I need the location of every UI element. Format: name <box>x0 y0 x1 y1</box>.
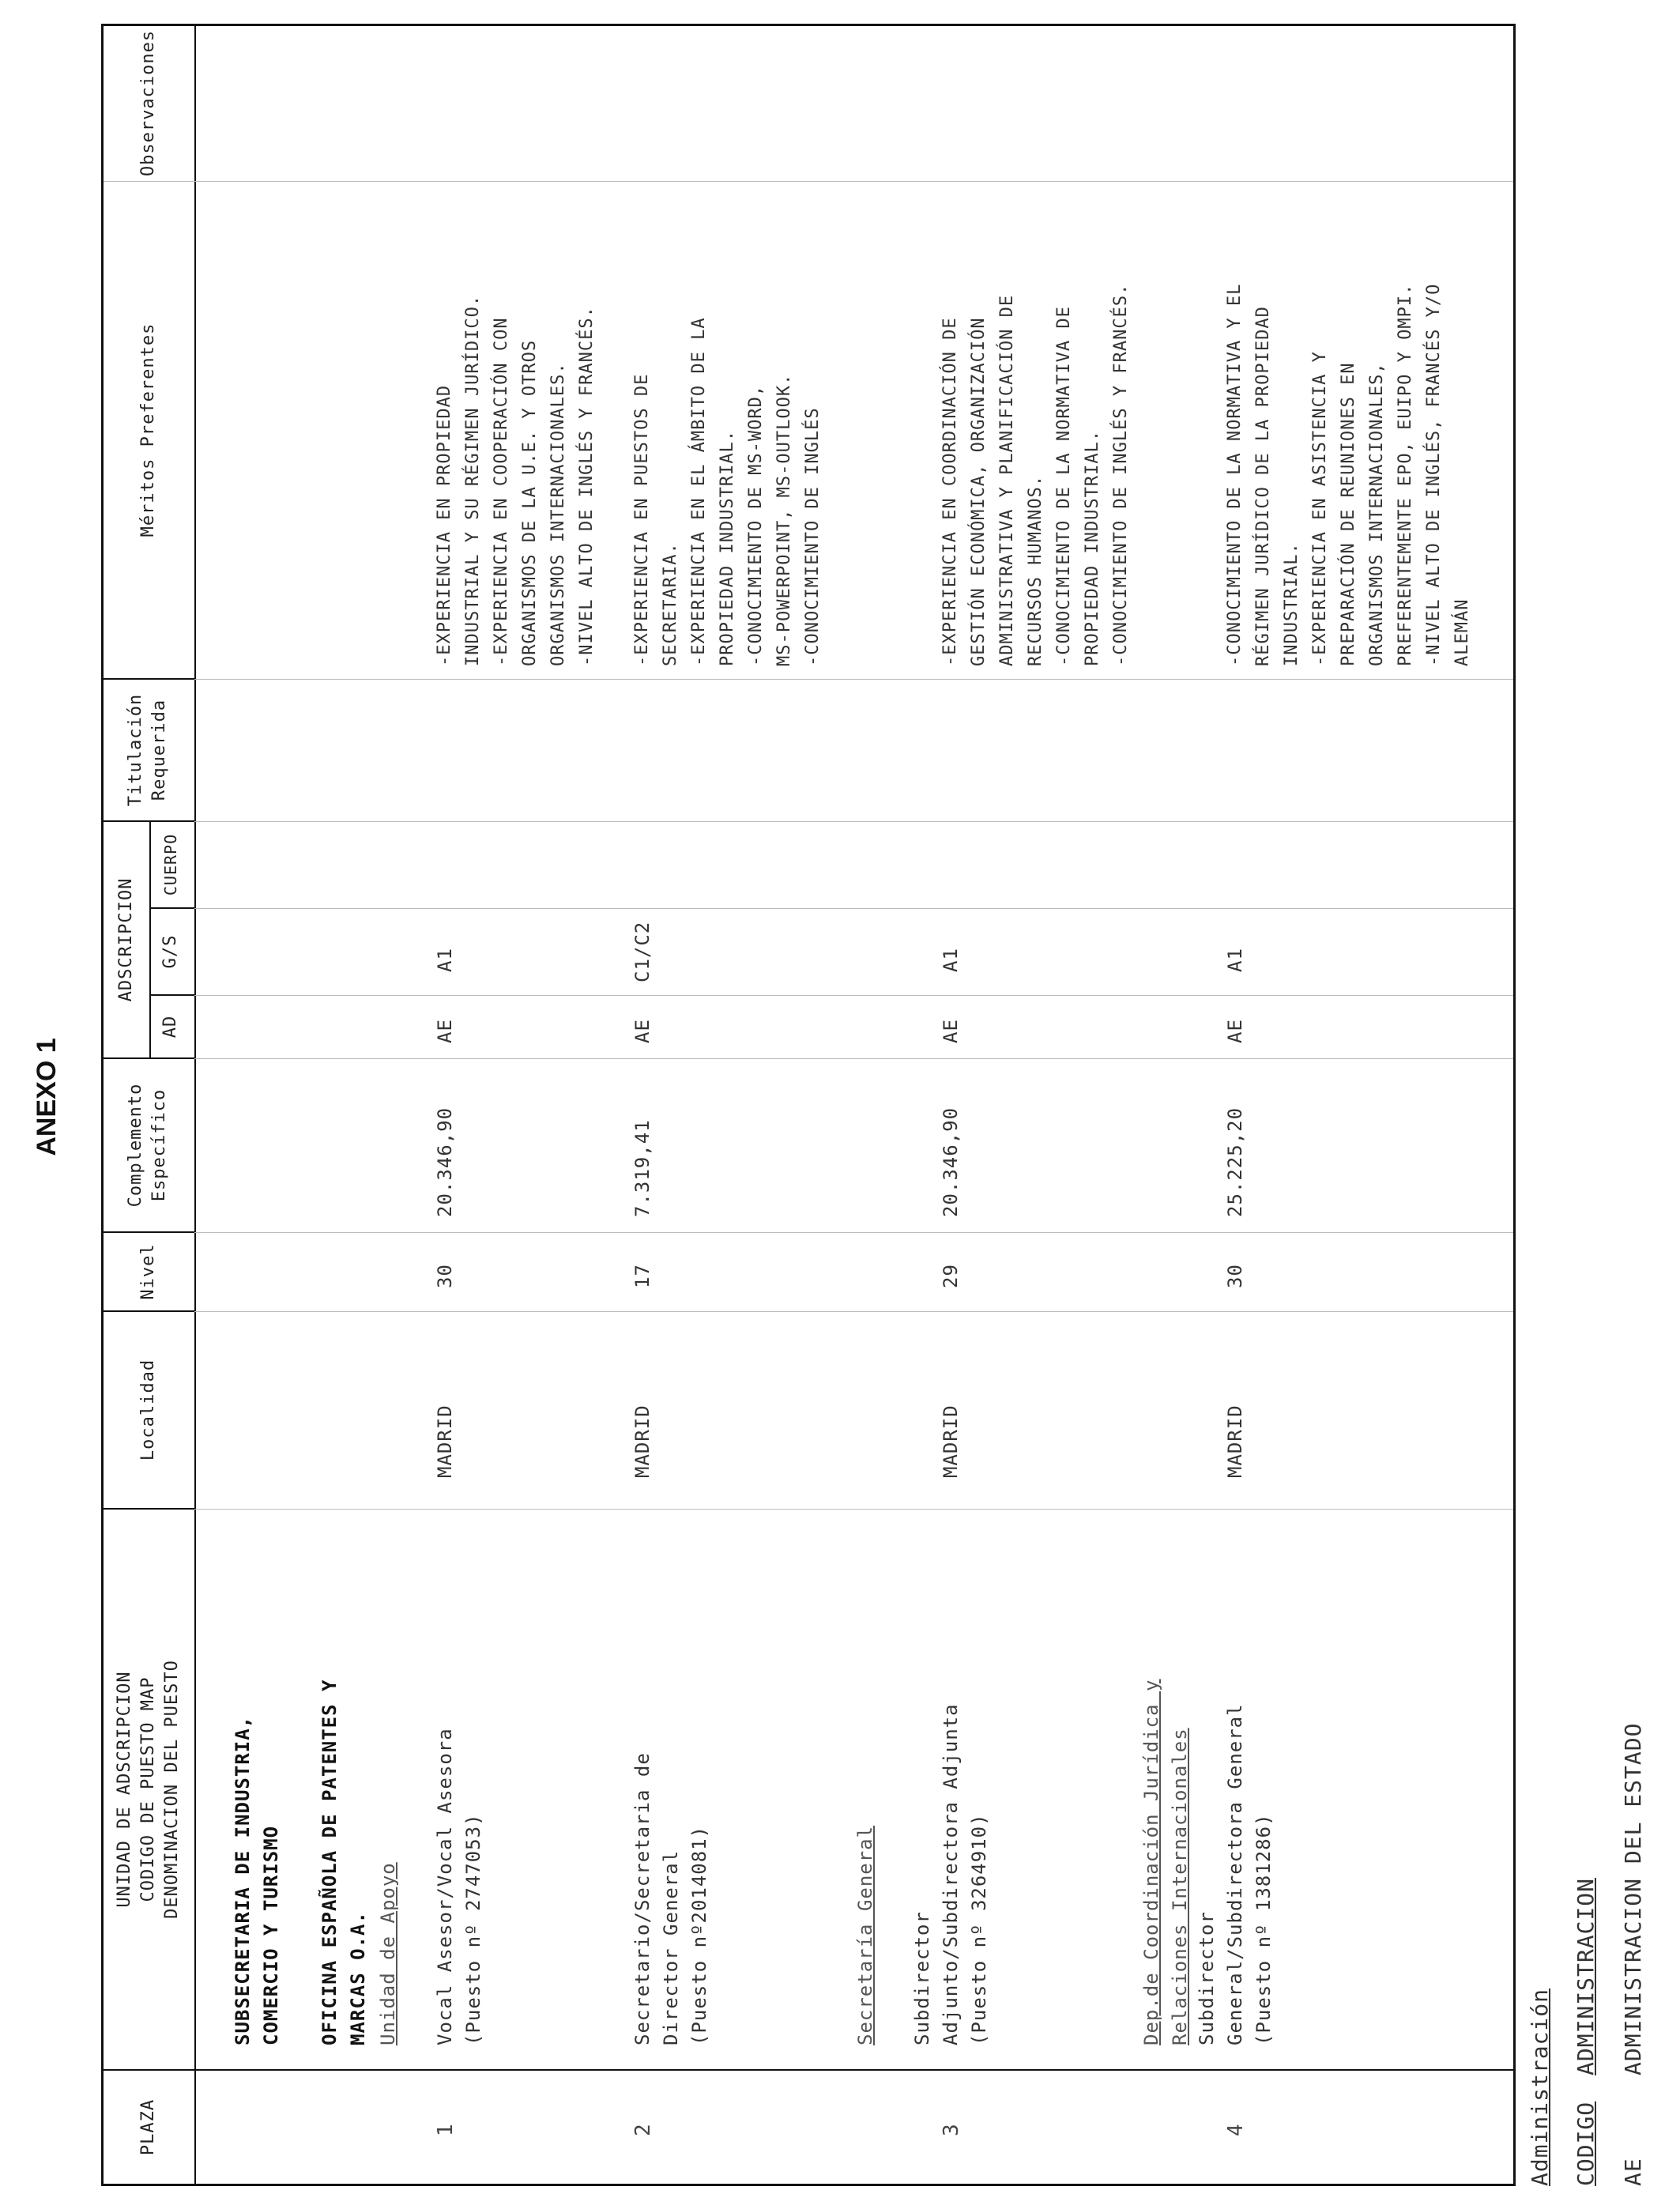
header-plaza: PLAZA <box>138 2098 158 2156</box>
row-complemento: 20.346,90 <box>940 1106 962 1217</box>
row-complemento: 20.346,90 <box>434 1106 456 1217</box>
row-localidad: MADRID <box>631 1404 654 1478</box>
legend-desc: ADMINISTRACION DEL ESTADO <box>1620 1722 1646 2075</box>
table-frame <box>101 24 1516 2186</box>
col-divider <box>104 2069 1513 2071</box>
col-divider <box>194 1509 1513 1510</box>
row-puesto: Subdirector Adjunto/Subdirectora Adjunta (Puesto nº 3264910) <box>911 1703 990 2045</box>
row-localidad: MADRID <box>940 1404 962 1478</box>
row-gs: A1 <box>434 948 456 972</box>
row-nivel: 17 <box>631 1264 654 1288</box>
row-meritos: -CONOCIMIENTO DE LA NORMATIVA Y EL RÉGIMEN JURÍDICO DE LA PROPIEDAD INDUSTRIAL. -EXPERIENCIA EN ASISTENCIA Y PREPARACIÓN DE REUNIONES EN ORGANISMOS INTERNACIONALES, PREFERENTEMENTE EPO, EUIPO Y OMPI. -NIVEL ALTO DE INGLÉS, FRANCÉS Y/O ALEMÁN <box>1225 283 1472 666</box>
org-unidad-apoyo: Unidad de Apoyo <box>377 1862 399 2045</box>
row-ad: AE <box>631 1019 654 1043</box>
header-cuerpo: CUERPO <box>161 833 180 896</box>
legend-col-codigo: CODIGO <box>1573 2101 1599 2186</box>
legend-title: Administración <box>1527 1988 1553 2186</box>
row-puesto: Secretario/Secretaria de Director General (Puesto nº2014081) <box>631 1752 710 2045</box>
row-localidad: MADRID <box>434 1404 456 1478</box>
legend-code: AE <box>1620 2158 1646 2186</box>
legend-col-admin: ADMINISTRACION <box>1573 1877 1599 2075</box>
row-gs: A1 <box>940 948 962 972</box>
header-divider <box>194 26 196 2184</box>
header-nivel: Nivel <box>138 1243 158 1300</box>
page-title: ANEXO 1 <box>32 1038 62 1156</box>
row-nivel: 30 <box>434 1264 456 1288</box>
row-gs: A1 <box>1224 948 1246 972</box>
col-divider <box>104 181 1513 182</box>
org-dep-coordinacion: Dep.de Coordinación Jurídica y Relaciones Internacionales <box>1140 1679 1191 2045</box>
header-gs: G/S <box>160 934 180 969</box>
header-adscripcion: ADSCRIPCION <box>116 877 136 1002</box>
row-ad: AE <box>940 1019 962 1043</box>
header-complemento: Complemento Específico <box>126 1083 169 1208</box>
row-plaza: 2 <box>631 2124 655 2136</box>
col-divider <box>194 821 1513 822</box>
row-ad: AE <box>434 1019 456 1043</box>
header-titulacion: Titulación Requerida <box>126 693 169 807</box>
col-divider <box>194 679 1513 680</box>
col-divider <box>194 1058 1513 1059</box>
row-plaza: 4 <box>1224 2124 1248 2136</box>
adscripcion-divider <box>149 822 151 1059</box>
row-plaza: 1 <box>434 2124 458 2136</box>
header-observaciones: Observaciones <box>138 29 158 177</box>
col-divider <box>194 995 1513 996</box>
col-divider <box>194 1311 1513 1312</box>
org-secretaria-general: Secretaría General <box>854 1825 876 2045</box>
org-subsecretaria: SUBSECRETARIA DE INDUSTRIA, COMERCIO Y TURISMO <box>232 1715 282 2045</box>
col-divider <box>194 908 1513 909</box>
row-nivel: 29 <box>940 1264 962 1288</box>
row-gs: C1/C2 <box>631 921 654 982</box>
row-puesto: Vocal Asesor/Vocal Asesora (Puesto nº 2747053) <box>434 1728 484 2045</box>
row-complemento: 25.225,20 <box>1224 1106 1246 1217</box>
col-divider <box>194 1232 1513 1233</box>
org-oficina: OFICINA ESPAÑOLA DE PATENTES Y MARCAS O.A. <box>318 1679 369 2045</box>
row-meritos: -EXPERIENCIA EN PUESTOS DE SECRETARIA. -EXPERIENCIA EN EL ÁMBITO DE LA PROPIEDAD INDUSTRIAL. -CONOCIMIENTO DE MS-WORD, MS-POWERPOINT, MS-OUTLOOK. -CONOCIMIENTO DE INGLÉS <box>632 317 823 666</box>
row-complemento: 7.319,41 <box>631 1119 654 1217</box>
header-ad: AD <box>160 1015 180 1039</box>
header-meritos: Méritos Preferentes <box>138 322 158 537</box>
row-ad: AE <box>1224 1019 1246 1043</box>
row-puesto: Subdirector General/Subdirectora General (Puesto nº 1381286) <box>1196 1703 1275 2045</box>
row-meritos: -EXPERIENCIA EN PROPIEDAD INDUSTRIAL Y SU RÉGIMEN JURÍDICO. -EXPERIENCIA EN COOPERACIÓN CON ORGANISMOS DE LA U.E. Y OTROS ORGANISMOS INTERNACIONALES. -NIVEL ALTO DE INGLÉS Y FRANCÉS. <box>435 294 597 666</box>
row-meritos: -EXPERIENCIA EN COORDINACIÓN DE GESTIÓN ECONÓMICA, ORGANIZACIÓN ADMINISTRATIVA Y PLANIFICACIÓN DE RECURSOS HUMANOS. -CONOCIMIENTO DE LA NORMATIVA DE PROPIEDAD INDUSTRIAL. -CONOCIMIENTO DE INGLÉS Y FRANCÉS. <box>940 283 1131 666</box>
header-unidad: UNIDAD DE ADSCRIPCION CODIGO DE PUESTO MAP DENOMINACION DEL PUESTO <box>115 1660 182 1919</box>
row-localidad: MADRID <box>1224 1404 1246 1478</box>
row-plaza: 3 <box>940 2124 963 2136</box>
header-localidad: Localidad <box>138 1359 158 1461</box>
row-nivel: 30 <box>1224 1264 1246 1288</box>
